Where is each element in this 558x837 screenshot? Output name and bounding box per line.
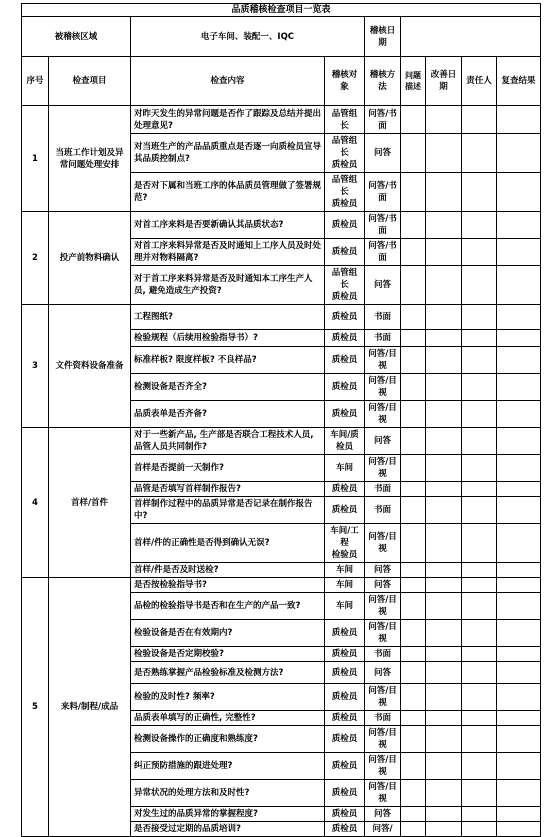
owner-cell [462, 266, 497, 305]
audit-target: 质检员 [325, 347, 365, 374]
review-cell [497, 578, 541, 593]
audit-method: 问答 [365, 134, 401, 173]
audit-target: 质检员 [325, 684, 365, 711]
problem-cell [401, 807, 426, 822]
audit-target: 品管组长 质检员 [325, 134, 365, 173]
audit-method: 问答/ [365, 822, 401, 837]
audit-target: 质检员 [325, 497, 365, 524]
owner-cell [462, 578, 497, 593]
owner-cell [462, 428, 497, 455]
review-cell [497, 482, 541, 497]
deadline-cell [426, 347, 462, 374]
deadline-cell [426, 807, 462, 822]
header-deadline: 改善日期 [426, 57, 462, 106]
problem-cell [401, 455, 426, 482]
deadline-cell [426, 239, 462, 266]
deadline-cell [426, 593, 462, 620]
audit-checklist-document [21, 3, 540, 837]
problem-cell [401, 347, 426, 374]
audit-method: 问答/目视 [365, 374, 401, 401]
audit-method: 问答/目视 [365, 684, 401, 711]
audit-method: 问答/目视 [365, 780, 401, 807]
owner-cell [462, 374, 497, 401]
owner-cell [462, 482, 497, 497]
deadline-cell [426, 822, 462, 837]
review-cell [497, 711, 541, 726]
section-name: 首样/首件 [49, 428, 131, 578]
check-content: 品检的检验指导书是否和在生产的产品一致? [131, 593, 325, 620]
deadline-cell [426, 684, 462, 711]
deadline-cell [426, 374, 462, 401]
owner-cell [462, 497, 497, 524]
header-seq: 序号 [22, 57, 49, 106]
check-content: 是否按检验指导书? [131, 578, 325, 593]
check-content: 品质表单是否齐备? [131, 401, 325, 428]
check-content: 工程图纸? [131, 305, 325, 330]
area-label: 被稽核区域 [22, 17, 131, 57]
check-content: 纠正预防措施的跟进处理? [131, 753, 325, 780]
problem-cell [401, 524, 426, 563]
table-row [22, 106, 541, 134]
check-content: 对昨天发生的异常问题是否作了跟踪及总结并提出处理意见? [131, 106, 325, 134]
owner-cell [462, 455, 497, 482]
owner-cell [462, 753, 497, 780]
audit-target: 质检员 [325, 780, 365, 807]
check-content: 对当班生产的产品品质重点是否逐一向质检员宣导其品质控制点? [131, 134, 325, 173]
owner-cell [462, 620, 497, 647]
review-cell [497, 173, 541, 212]
section-name: 文件资料设备准备 [49, 305, 131, 428]
section-number: 1 [22, 106, 49, 212]
audit-method: 问答/目视 [365, 524, 401, 563]
header-problem: 问题描述 [401, 57, 426, 106]
header-review: 复查结果 [497, 57, 541, 106]
deadline-cell [426, 726, 462, 753]
section-number: 4 [22, 428, 49, 578]
check-content: 检验设备是否定期校验? [131, 647, 325, 662]
problem-cell [401, 647, 426, 662]
audit-method: 问答/目视 [365, 401, 401, 428]
problem-cell [401, 711, 426, 726]
section-number: 5 [22, 578, 49, 837]
problem-cell [401, 482, 426, 497]
deadline-cell [426, 578, 462, 593]
audit-method: 问答/目视 [365, 347, 401, 374]
header-owner: 责任人 [462, 57, 497, 106]
header-content: 检查内容 [131, 57, 325, 106]
audit-checklist-table [21, 3, 541, 837]
owner-cell [462, 134, 497, 173]
owner-cell [462, 239, 497, 266]
check-content: 首样/件是否及时送检? [131, 563, 325, 578]
review-cell [497, 347, 541, 374]
title-row [22, 4, 541, 17]
owner-cell [462, 711, 497, 726]
check-content: 对首工序来料是否要新确认其品质状态? [131, 212, 325, 239]
problem-cell [401, 726, 426, 753]
problem-cell [401, 305, 426, 330]
review-cell [497, 305, 541, 330]
problem-cell [401, 266, 426, 305]
audit-target: 质检员 [325, 620, 365, 647]
owner-cell [462, 347, 497, 374]
header-target: 稽核对象 [325, 57, 365, 106]
review-cell [497, 266, 541, 305]
audit-method: 书面 [365, 497, 401, 524]
check-content: 对于首工序来料异常是否及时通知本工序生产人员, 避免造成生产投资? [131, 266, 325, 305]
review-cell [497, 822, 541, 837]
review-cell [497, 684, 541, 711]
deadline-cell [426, 266, 462, 305]
owner-cell [462, 726, 497, 753]
deadline-cell [426, 106, 462, 134]
audit-target: 品管组长 质检员 [325, 173, 365, 212]
area-row [22, 17, 541, 57]
check-content: 是否对下属和当班工序的体品质员管理做了签署规范? [131, 173, 325, 212]
deadline-cell [426, 305, 462, 330]
check-content: 检验规程（后续用检验指导书）? [131, 330, 325, 347]
problem-cell [401, 662, 426, 684]
section-name: 来料/制程/成品 [49, 578, 131, 837]
check-content: 异常状况的处理方法和及时性? [131, 780, 325, 807]
owner-cell [462, 807, 497, 822]
audit-method: 问答/目视 [365, 753, 401, 780]
audit-target: 质检员 [325, 305, 365, 330]
table-row [22, 428, 541, 455]
problem-cell [401, 620, 426, 647]
problem-cell [401, 578, 426, 593]
problem-cell [401, 780, 426, 807]
check-content: 品管是否填写首样制作报告? [131, 482, 325, 497]
audit-target: 质检员 [325, 753, 365, 780]
deadline-cell [426, 330, 462, 347]
problem-cell [401, 563, 426, 578]
check-content: 首样制作过程中的品质异常是否记录在制作报告中? [131, 497, 325, 524]
audit-target: 质检员 [325, 807, 365, 822]
problem-cell [401, 753, 426, 780]
owner-cell [462, 106, 497, 134]
audit-target: 质检员 [325, 239, 365, 266]
audit-target: 质检员 [325, 482, 365, 497]
check-content: 检验的及时性? 频率? [131, 684, 325, 711]
audit-method: 问答 [365, 578, 401, 593]
table-row [22, 578, 541, 593]
audit-method: 问答 [365, 266, 401, 305]
problem-cell [401, 401, 426, 428]
review-cell [497, 593, 541, 620]
table-row [22, 212, 541, 239]
owner-cell [462, 647, 497, 662]
table-row [22, 305, 541, 330]
audit-method: 问答 [365, 662, 401, 684]
audit-target: 质检员 [325, 662, 365, 684]
audit-method: 书面 [365, 482, 401, 497]
audit-method: 问答/目视 [365, 593, 401, 620]
owner-cell [462, 780, 497, 807]
audit-target: 质检员 [325, 822, 365, 837]
deadline-cell [426, 455, 462, 482]
problem-cell [401, 593, 426, 620]
owner-cell [462, 212, 497, 239]
audit-target: 车间/工程 检验员 [325, 524, 365, 563]
header-row [22, 57, 541, 106]
deadline-cell [426, 482, 462, 497]
header-method: 稽核方法 [365, 57, 401, 106]
review-cell [497, 753, 541, 780]
audit-method: 问答 [365, 807, 401, 822]
audit-method: 问答/书面 [365, 106, 401, 134]
deadline-cell [426, 134, 462, 173]
owner-cell [462, 822, 497, 837]
audit-target: 车间 [325, 593, 365, 620]
deadline-cell [426, 497, 462, 524]
review-cell [497, 401, 541, 428]
owner-cell [462, 524, 497, 563]
review-cell [497, 620, 541, 647]
audit-target: 车间/质检员 [325, 428, 365, 455]
problem-cell [401, 822, 426, 837]
check-content: 是否熟练掌握产品检验标准及检测方法? [131, 662, 325, 684]
section-number: 2 [22, 212, 49, 305]
check-content: 首样是否提前一天制作? [131, 455, 325, 482]
audit-date-value [401, 17, 541, 57]
review-cell [497, 497, 541, 524]
audit-target: 品管组长 质检员 [325, 266, 365, 305]
deadline-cell [426, 428, 462, 455]
deadline-cell [426, 620, 462, 647]
review-cell [497, 106, 541, 134]
section-number: 3 [22, 305, 49, 428]
audit-date-label: 稽核日期 [365, 17, 401, 57]
deadline-cell [426, 173, 462, 212]
table-body [22, 4, 541, 837]
problem-cell [401, 212, 426, 239]
check-content: 首样/件的正确性是否得到确认无误? [131, 524, 325, 563]
owner-cell [462, 684, 497, 711]
audit-method: 问答/目视 [365, 455, 401, 482]
owner-cell [462, 305, 497, 330]
audit-target: 质检员 [325, 711, 365, 726]
check-content: 对发生过的品质异常的掌握程度? [131, 807, 325, 822]
audit-method: 书面 [365, 305, 401, 330]
audit-method: 问答/书面 [365, 173, 401, 212]
review-cell [497, 780, 541, 807]
deadline-cell [426, 647, 462, 662]
check-content: 对首工序来料异常是否及时通知上工序人员及时处理并对物料隔离? [131, 239, 325, 266]
check-content: 对于一些新产品, 生产部是否联合工程技术人员, 品管人员共同制作? [131, 428, 325, 455]
problem-cell [401, 330, 426, 347]
audit-target: 车间 [325, 455, 365, 482]
check-content: 检测设备操作的正确度和熟练度? [131, 726, 325, 753]
section-name: 投产前物料确认 [49, 212, 131, 305]
section-name: 当班工作计划及异常问题处理安排 [49, 106, 131, 212]
check-content: 检测设备是否齐全? [131, 374, 325, 401]
deadline-cell [426, 662, 462, 684]
problem-cell [401, 106, 426, 134]
check-content: 检验设备是否在有效期内? [131, 620, 325, 647]
review-cell [497, 330, 541, 347]
audit-method: 书面 [365, 647, 401, 662]
audit-target: 质检员 [325, 374, 365, 401]
check-content: 品质表单填写的正确性, 完整性? [131, 711, 325, 726]
owner-cell [462, 563, 497, 578]
review-cell [497, 428, 541, 455]
problem-cell [401, 173, 426, 212]
check-content: 标准样板? 限度样板? 不良样品? [131, 347, 325, 374]
problem-cell [401, 497, 426, 524]
owner-cell [462, 401, 497, 428]
review-cell [497, 134, 541, 173]
review-cell [497, 374, 541, 401]
audit-target: 质检员 [325, 726, 365, 753]
audit-method: 问答/书面 [365, 212, 401, 239]
audit-target: 品管组长 [325, 106, 365, 134]
audit-target: 质检员 [325, 212, 365, 239]
audit-method: 问答 [365, 563, 401, 578]
owner-cell [462, 662, 497, 684]
deadline-cell [426, 711, 462, 726]
review-cell [497, 662, 541, 684]
check-content: 是否接受过定期的品质培训? [131, 822, 325, 837]
deadline-cell [426, 401, 462, 428]
audit-target: 质检员 [325, 647, 365, 662]
owner-cell [462, 173, 497, 212]
review-cell [497, 726, 541, 753]
audit-method: 问答/目视 [365, 620, 401, 647]
document-title: 品质稽核检查项目一览表 [22, 4, 541, 17]
problem-cell [401, 239, 426, 266]
audit-method: 问答/目视 [365, 726, 401, 753]
audit-target: 质检员 [325, 401, 365, 428]
review-cell [497, 807, 541, 822]
header-item: 检查项目 [49, 57, 131, 106]
review-cell [497, 524, 541, 563]
review-cell [497, 239, 541, 266]
problem-cell [401, 428, 426, 455]
problem-cell [401, 374, 426, 401]
area-value: 电子车间、装配一、IQC [131, 17, 365, 57]
deadline-cell [426, 212, 462, 239]
audit-method: 问答 [365, 428, 401, 455]
review-cell [497, 647, 541, 662]
deadline-cell [426, 563, 462, 578]
review-cell [497, 563, 541, 578]
review-cell [497, 212, 541, 239]
deadline-cell [426, 753, 462, 780]
problem-cell [401, 134, 426, 173]
owner-cell [462, 330, 497, 347]
audit-method: 问答/书面 [365, 239, 401, 266]
audit-target: 质检员 [325, 330, 365, 347]
audit-target: 车间 [325, 563, 365, 578]
owner-cell [462, 593, 497, 620]
audit-method: 书面 [365, 711, 401, 726]
deadline-cell [426, 780, 462, 807]
audit-method: 书面 [365, 330, 401, 347]
review-cell [497, 455, 541, 482]
deadline-cell [426, 524, 462, 563]
problem-cell [401, 684, 426, 711]
audit-target: 车间 [325, 578, 365, 593]
